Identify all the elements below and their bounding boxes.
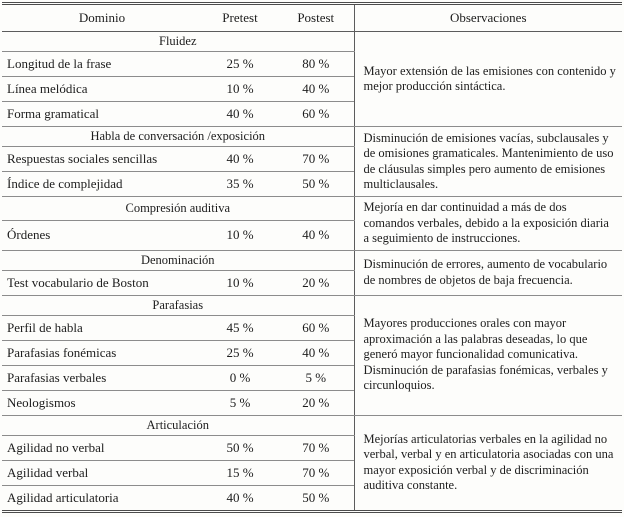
pretest-value: 15 %	[202, 460, 278, 485]
observation-text: Disminución de emisiones vacías, subclausales y de omisiones gramaticales. Mantenimiento de uso de cláusulas simples pero aumento de emisiones multiclausales.	[354, 127, 622, 197]
pretest-value: 40 %	[202, 485, 278, 511]
table-header-row	[2, 4, 622, 32]
row-label: Parafasias verbales	[2, 365, 202, 390]
postest-value: 20 %	[278, 390, 354, 415]
pretest-value: 35 %	[202, 172, 278, 197]
pretest-value: 40 %	[202, 147, 278, 172]
postest-value: 70 %	[278, 435, 354, 460]
postest-value: 50 %	[278, 485, 354, 511]
pretest-value: 10 %	[202, 220, 278, 250]
postest-value: 70 %	[278, 460, 354, 485]
row-label: Longitud de la frase	[2, 52, 202, 77]
pretest-value: 40 %	[202, 102, 278, 127]
section-title: Fluidez	[2, 32, 354, 52]
postest-value: 20 %	[278, 270, 354, 295]
section-title: Parafasias	[2, 295, 354, 315]
pretest-value: 50 %	[202, 435, 278, 460]
postest-value: 80 %	[278, 52, 354, 77]
postest-value: 60 %	[278, 315, 354, 340]
postest-value: 60 %	[278, 102, 354, 127]
column-header-pretest: Pretest	[202, 4, 278, 32]
postest-value: 40 %	[278, 220, 354, 250]
postest-value: 50 %	[278, 172, 354, 197]
postest-value: 5 %	[278, 365, 354, 390]
observation-text: Mejorías articulatorias verbales en la agilidad no verbal, verbal y en articulatoria asociadas con una mayor exposición verbal y de discriminación auditiva constante.	[354, 415, 622, 511]
pretest-value: 45 %	[202, 315, 278, 340]
section-header-row	[2, 197, 622, 221]
row-label: Órdenes	[2, 220, 202, 250]
observation-text: Mayor extensión de las emisiones con contenido y mejor producción sintáctica.	[354, 32, 622, 127]
results-table	[2, 2, 622, 513]
section-header-row	[2, 32, 622, 52]
pretest-value: 10 %	[202, 77, 278, 102]
section-title: Articulación	[2, 415, 354, 435]
row-label: Agilidad articulatoria	[2, 485, 202, 511]
row-label: Forma gramatical	[2, 102, 202, 127]
row-label: Parafasias fonémicas	[2, 340, 202, 365]
pretest-value: 25 %	[202, 340, 278, 365]
section-header-row	[2, 295, 622, 315]
section-header-row	[2, 415, 622, 435]
pretest-value: 0 %	[202, 365, 278, 390]
pretest-value: 10 %	[202, 270, 278, 295]
section-header-row	[2, 250, 622, 270]
observation-text: Mejoría en dar continuidad a más de dos comandos verbales, debido a la exposición diaria a seguimiento de instrucciones.	[354, 197, 622, 251]
section-title: Habla de conversación /exposición	[2, 127, 354, 147]
pretest-value: 25 %	[202, 52, 278, 77]
section-title: Compresión auditiva	[2, 197, 354, 221]
postest-value: 40 %	[278, 340, 354, 365]
observation-text: Disminución de errores, aumento de vocabulario de nombres de objetos de baja frecuencia.	[354, 250, 622, 295]
row-label: Perfil de habla	[2, 315, 202, 340]
row-label: Test vocabulario de Boston	[2, 270, 202, 295]
column-header-observaciones: Observaciones	[354, 4, 622, 32]
row-label: Agilidad no verbal	[2, 435, 202, 460]
section-title: Denominación	[2, 250, 354, 270]
row-label: Neologismos	[2, 390, 202, 415]
postest-value: 40 %	[278, 77, 354, 102]
pretest-value: 5 %	[202, 390, 278, 415]
row-label: Respuestas sociales sencillas	[2, 147, 202, 172]
row-label: Índice de complejidad	[2, 172, 202, 197]
row-label: Agilidad verbal	[2, 460, 202, 485]
row-label: Línea melódica	[2, 77, 202, 102]
column-header-dominio: Dominio	[2, 4, 202, 32]
section-header-row	[2, 127, 622, 147]
postest-value: 70 %	[278, 147, 354, 172]
column-header-postest: Postest	[278, 4, 354, 32]
observation-text: Mayores producciones orales con mayor aproximación a las palabras deseadas, lo que generó mayor funcionalidad comunicativa. Disminución de parafasias fonémicas, verbales y circunloquios.	[354, 295, 622, 415]
